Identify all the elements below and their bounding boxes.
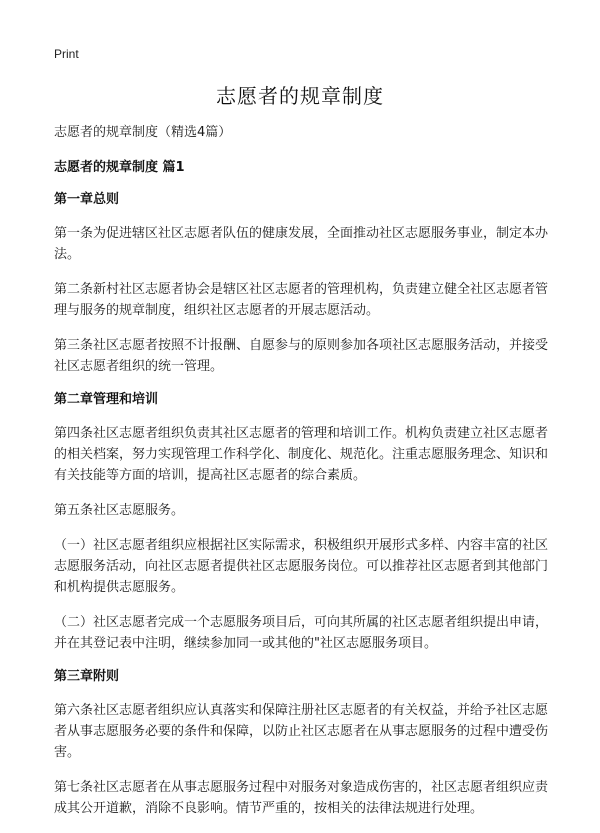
- section-heading: 志愿者的规章制度 篇1: [54, 160, 185, 175]
- document-title: 志愿者的规章制度: [216, 84, 384, 108]
- paragraph: 第一条为促进辖区社区志愿者队伍的健康发展，全面推动社区志愿服务事业，制定本办法。: [54, 226, 549, 262]
- document-subtitle: 志愿者的规章制度（精选4篇）: [54, 125, 232, 140]
- paragraph: （二）社区志愿者完成一个志愿服务项目后，可向其所属的社区志愿者组织提出申请，并在其登记表中注明，继续参加同一或其他的"社区志愿服务项目。: [54, 615, 549, 651]
- paragraph: 第四条社区志愿者组织负责其社区志愿者的管理和培训工作。机构负责建立社区志愿者的相关档案，努力实现管理工作科学化、制度化、规范化。注重志愿服务理念、知识和有关技能等方面的培训，提高社区志愿者的综合素质。: [54, 426, 549, 483]
- chapter-heading: 第三章附则: [54, 669, 120, 684]
- print-link[interactable]: Print: [54, 47, 79, 61]
- article-blocks: [54, 191, 548, 819]
- paragraph: 第五条社区志愿服务。: [54, 503, 185, 518]
- paragraph: 第六条社区志愿者组织应认真落实和保障注册社区志愿者的有关权益，并给予社区志愿者从事志愿服务必要的条件和保障，以防止社区志愿者在从事志愿服务的过程中遭受伤害。: [54, 703, 549, 760]
- chapter-heading: 第二章管理和培训: [54, 392, 159, 407]
- paragraph: 第七条社区志愿者在从事志愿服务过程中对服务对象造成伤害的，社区志愿者组织应责成其公开道歉，消除不良影响。情节严重的，按相关的法律法规进行处理。: [54, 780, 549, 816]
- chapter-heading: 第一章总则: [54, 192, 120, 207]
- paragraph: 第三条社区志愿者按照不计报酬、自愿参与的原则参加各项社区志愿服务活动，并接受社区志愿者组织的统一管理。: [54, 338, 549, 374]
- paragraph: 第二条新村社区志愿者协会是辖区社区志愿者的管理机构，负责建立健全社区志愿者管理与服务的规章制度，组织社区志愿者的开展志愿活动。: [54, 282, 549, 318]
- document-body: [54, 122, 548, 833]
- paragraph: （一）社区志愿者组织应根据社区实际需求，积极组织开展形式多样、内容丰富的社区志愿服务活动，向社区志愿者提供社区志愿服务岗位。可以推荐社区志愿者到其他部门和机构提供志愿服务。: [54, 538, 549, 595]
